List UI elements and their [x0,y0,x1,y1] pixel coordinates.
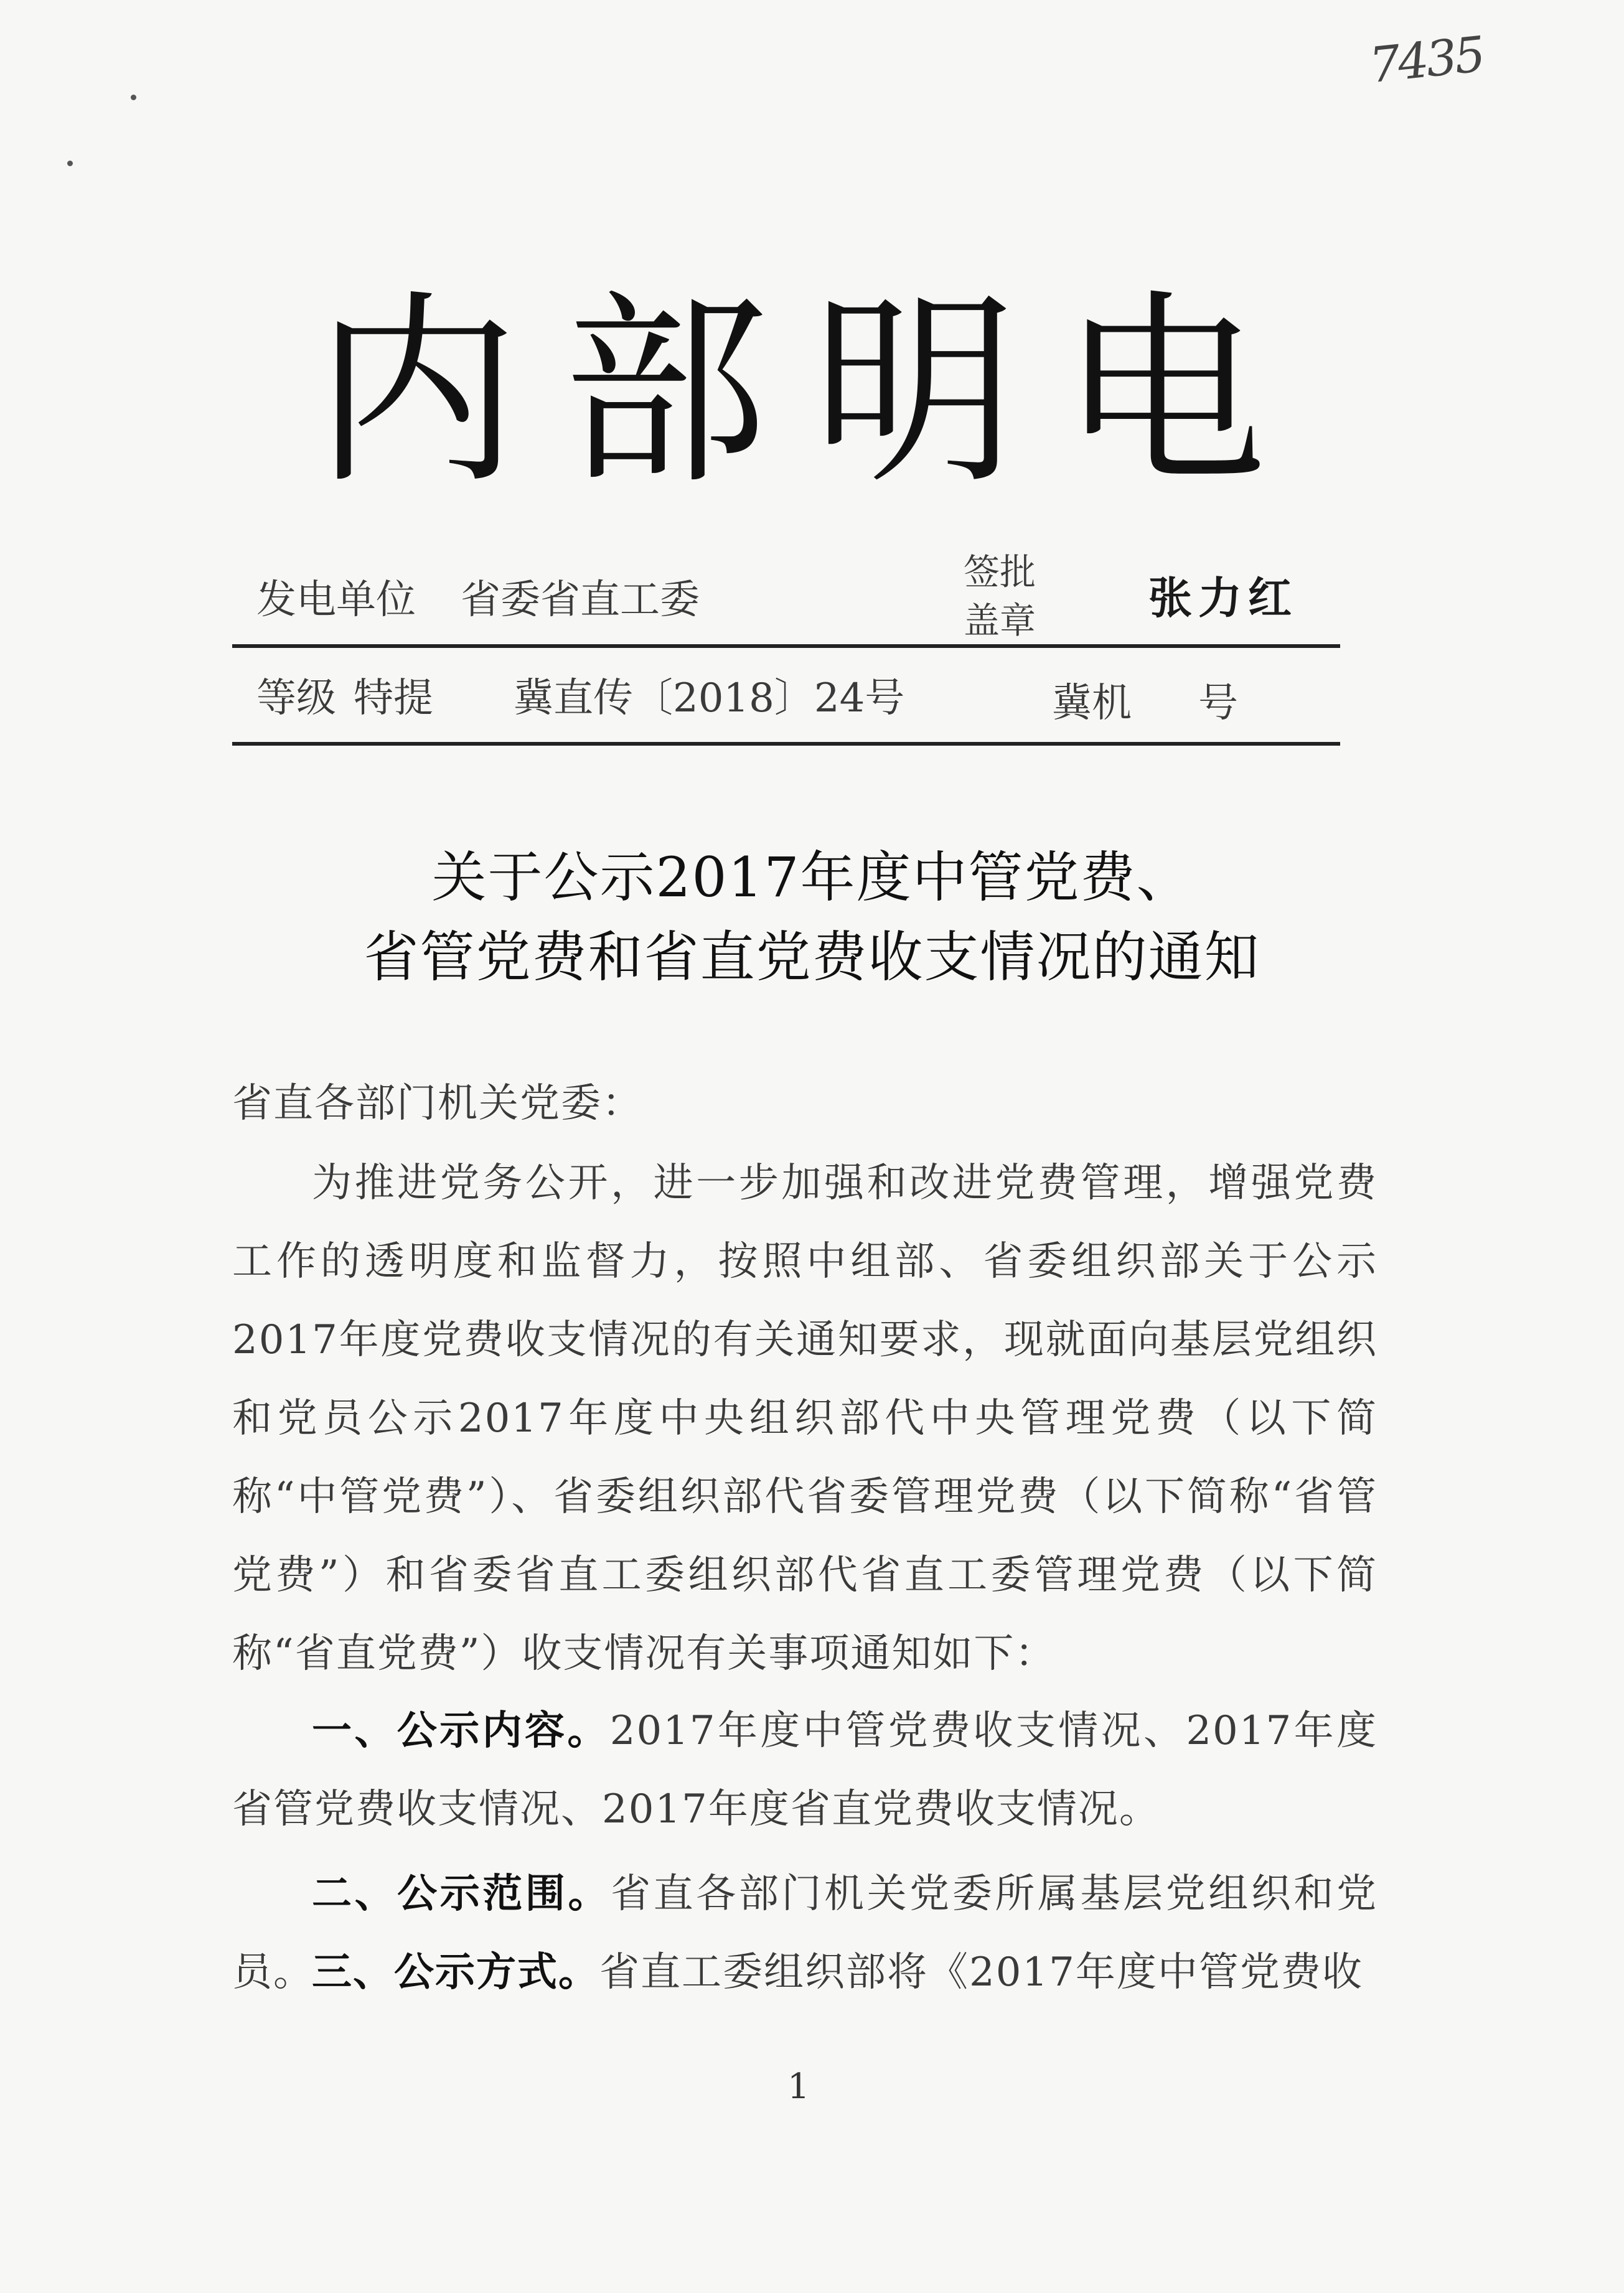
approve-label-2: 盖章 [964,599,1036,642]
signer-name: 张力红 [1148,572,1298,624]
header-title: 内部明电 [314,273,1310,512]
sender-label: 发电单位 [256,577,416,623]
section-heading: 三、公示方式。 [312,1949,599,1995]
machine-label: 冀机 [1052,680,1132,726]
section-method [232,1933,1378,2012]
sender-value: 省委省直工委 [461,577,700,623]
intro-paragraph: 为推进党务公开，进一步加强和改进党费管理，增强党费工作的透明度和监督力，按照中组部、省委组织部关于公示2017年度党费收支情况的有关通知要求，现就面向基层党组织和党员公示2017年度中央组织部代中央管理党费（以下简称“中管党费”）、省委组织部代省委管理党费（以下简称“省管党费”）和省委省直工委组织部代省直工委管理党费（以下简称“省直党费”）收支情况有关事项通知如下： [232,1160,1378,1677]
page-number: 1 [787,2066,810,2107]
document-title-line2: 省管党费和省直党费收支情况的通知 [364,925,1260,989]
machine-suffix: 号 [1198,680,1238,726]
level-value: 特提 [354,675,433,721]
document-title-line1: 关于公示2017年度中管党费、 [431,845,1193,909]
section-content [232,1692,1378,1849]
section-body: 2017年度中管党费收支情况、2017年度省管党费收支情况、2017年度省直党费收支情况。 [232,1708,1378,1832]
scan-speck [67,161,73,166]
section-body: 省直各部门机关党委所属基层党组织和党员。 [232,1871,1378,1995]
handwritten-number: 7435 [1366,26,1486,95]
section-heading: 二、公示范围。 [312,1871,611,1917]
recipient: 省直各部门机关党委： [232,1081,643,1127]
header-divider [232,742,1340,746]
header-divider [232,644,1340,648]
doc-number: 冀直传〔2018〕24号 [514,675,905,721]
section-body: 省直工委组织部将《2017年度中管党费收 [599,1949,1363,1995]
section-heading: 一、公示内容。 [312,1708,610,1754]
scan-speck [131,95,136,100]
approve-label-1: 签批 [964,551,1036,593]
level-label: 等级 [256,675,336,721]
